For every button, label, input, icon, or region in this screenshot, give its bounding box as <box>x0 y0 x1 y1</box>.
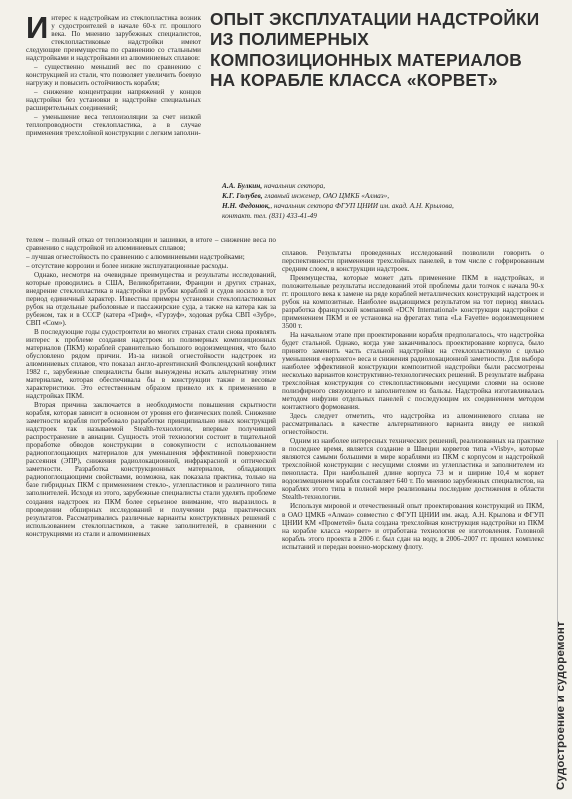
right-column <box>282 249 544 794</box>
paragraph: Здесь следует отметить, что надстройка из алюминиевого сплава не рассматривалась в качестве альтернативного варианта ввиду ее низкой огнестойкости. <box>282 412 544 437</box>
paragraph: – снижение концентрации напряжений у концов надстройки без установки в надстройке специальных расширительных соединений; <box>26 88 201 113</box>
section-label: Судостроение и судоремонт <box>555 621 567 790</box>
paragraph: – отсутствие коррозии и более низкие эксплуатационные расходы. <box>26 262 229 271</box>
paragraph: сплавов. Результаты проведенных исследований позволили говорить о перспективности применения трехслойных панелей, в том числе с гофрированным средним слоем, в конструкции надстроек. <box>282 249 544 274</box>
paragraph: На начальном этапе при проектировании корабля предполагалось, что надстройка будет стальной. Однако, когда уже заканчивалось проектирование корпуса, было принято заменить часть стальной надстройки на стеклопластиковую с целью уменьшения «верхнего» веса и снижения радиолокационной заметности. Для выбора наиболее эффективной конструкции композитной надстройки были рассмотрены несколько вариантов конструктивно-технологических решений. В результате выбрана трехслойная конструкция со стеклопластиковыми несущими слоями на основе полиэфирного связующего и заполнителем из бальзы. Надстройка изготавливалась методом инфузии отдельных панелей с последующим их соединением методом контактного формования. <box>282 331 544 412</box>
author-line: Н.Н. Федонюк,, начальник сектора ФГУП ЦНИИ им. акад. А.Н. Крылова, <box>222 201 454 210</box>
author-block <box>222 181 552 221</box>
left-column-top <box>26 14 201 234</box>
paragraph: Вторая причина заключается в необходимости повышения скрытности корабля, которая зависит в основном от уровня его физических полей. Снижение заметности корабля потребовало разработки принципиально иных конструкций надстроек так называемой Stealth-технологии, впервые получившей распространение в авиации. Сущность этой технологии состоит в тщательной проработке обводов конструкции в совокупности с использованием радиопоглощающих материалов для уменьшения эффективной поверхности рассеяния (ЭПР), снижения радиолокационной, инфракрасной и оптической заметности. Разработка конструкционных материалов, обладающих радиопоглощающими свойствами, возможна, как показала практика, только на базе гибридных ПКМ с применением стекло-, углепластиков и различного типа заполнителей. Исходя из этого, зарубежные специалисты стали уделять проблеме создания надстроек из ПКМ более серьезное внимание, что выразилось в проведении обширных исследований и получении ряда практических результатов. Рассматривались различные варианты конструктивных решений с использованием стеклопластиков, а также заполнителей, в сравнении с конструкциями из стали и алюминиевых <box>26 401 276 538</box>
paragraph: Используя мировой и отечественный опыт проектирования конструкций из ПКМ, в ОАО ЦМКБ «Алмаз» совместно с ФГУП ЦНИИ им. акад. А.Н. Крылова и ФГУП ЦНИИ КМ «Прометей» была создана трехслойная конструкция надстройки из ПКМ на корабле класса «корвет» и отработана технология ее изготовления. Головной корабль этого проекта в 2006 г. был сдан на воду, в 2006–2007 гг. прошел комплекс испытаний и передан военно-морскому флоту. <box>282 502 544 551</box>
paragraph: – уменьшение веса теплоизоляции за счет низкой теплопроводности стеклопластика, а в случае применения трехслойной конструкции с легким заполни- <box>26 113 201 138</box>
paragraph: Интерес к надстройкам из стеклопластика возник у судостроителей в начале 60-х гг. прошлого века. По мнению зарубежных специалистов, стеклопластиковые надстройки имеют следующие преимущества по сравнению со стальными надстройками и надстройками из алюминиевых сплавов: <box>26 14 201 63</box>
paragraph: Преимущества, которые может дать применение ПКМ в надстройках, и положительные результаты исследований этой проблемы дали толчок с начала 90-х гг. прошлого века к замене на ряде кораблей металлических конструкций надстроек и рубок на композитные. Наиболее выдающимся результатом на тот период явилась разработка французской компанией «DCN International» конструкции надстройки с применением ПКМ и ее установка на фрегатах типа «La Fayette» водоизмещением 3500 т. <box>282 274 544 331</box>
paragraph: – лучшая огнестойкость по сравнению с алюминиевыми надстройками; <box>26 253 245 262</box>
article-title: ОПЫТ ЭКСПЛУАТАЦИИ НАДСТРОЙКИ ИЗ ПОЛИМЕРНЫХ КОМПОЗИЦИОННЫХ МАТЕРИАЛОВ НА КОРАБЛЕ КЛАССА «КОРВЕТ» <box>210 9 540 90</box>
paragraph: В последующие годы судостроители во многих странах стали снова проявлять интерес к проблеме создания надстроек из полимерных композиционных материалов (ПКМ) кораблей сравнительно большого водоизмещения, что было обусловлено рядом причин. Из-за низкой огнестойкости надстроек из алюминиевых сплавов, что показал англо-аргентинский Фолклендский конфликт 1982 г., зарубежные специалисты были вынуждены искать альтернативу этим материалам, которая обеспечивала бы в конструкции также и весовые характеристики. Это естественным образом привело их к применению в надстройках ПКМ. <box>26 328 276 401</box>
paragraph: Однако, несмотря на очевидные преимущества и результаты исследований, которые проводились в США, Великобритании, Франции и других странах, внедрение стеклопластика в надстройки и рубки кораблей и судов носило в тот период единичный характер. Известны примеры установки стеклопластиковых рубок на отдельные рыболовные и пассажирские суда, а также на катера как за рубежом, так и в СССР (катера «Гриф», «Гурзуф», ходовая рубка СВП «Зубр», СВП «Сом»). <box>26 271 276 328</box>
left-column-bottom <box>26 236 276 792</box>
paragraph: – существенно меньший вес по сравнению с конструкцией из стали, что позволяет увеличить боевую нагрузку и повысить остойчивость корабля; <box>26 63 201 88</box>
paragraph: телем – полный отказ от теплоизоляции и зашивки, в итоге – снижение веса по сравнению с надстройкой из алюминиевых сплавов; <box>26 236 276 253</box>
author-line: К.Г. Голубев, главный инженер, ОАО ЦМКБ «Алмаз», <box>222 191 390 200</box>
author-line: А.А. Булкин, начальник сектора, <box>222 181 326 190</box>
contact-line: контакт. тел. (831) 433-41-49 <box>222 211 317 220</box>
drop-cap: И <box>26 14 49 45</box>
paragraph: Одним из наиболее интересных технических решений, реализованных на практике в последнее время, является создание в Швеции корветов типа «Visby», которые являются самыми большими в мире кораблями из ПКМ с корпусом и надстройкой трехслойной конструкции с несущими слоями из углепластика и заполнителем из пенопласта. При наибольшей длине корпуса 73 м и ширине 10,4 м корвет водоизмещением корабля составляет 640 т. По мнению зарубежных специалистов, на кораблях этого типа в полной мере реализованы последние достижения в области Stealth-технологии. <box>282 437 544 502</box>
